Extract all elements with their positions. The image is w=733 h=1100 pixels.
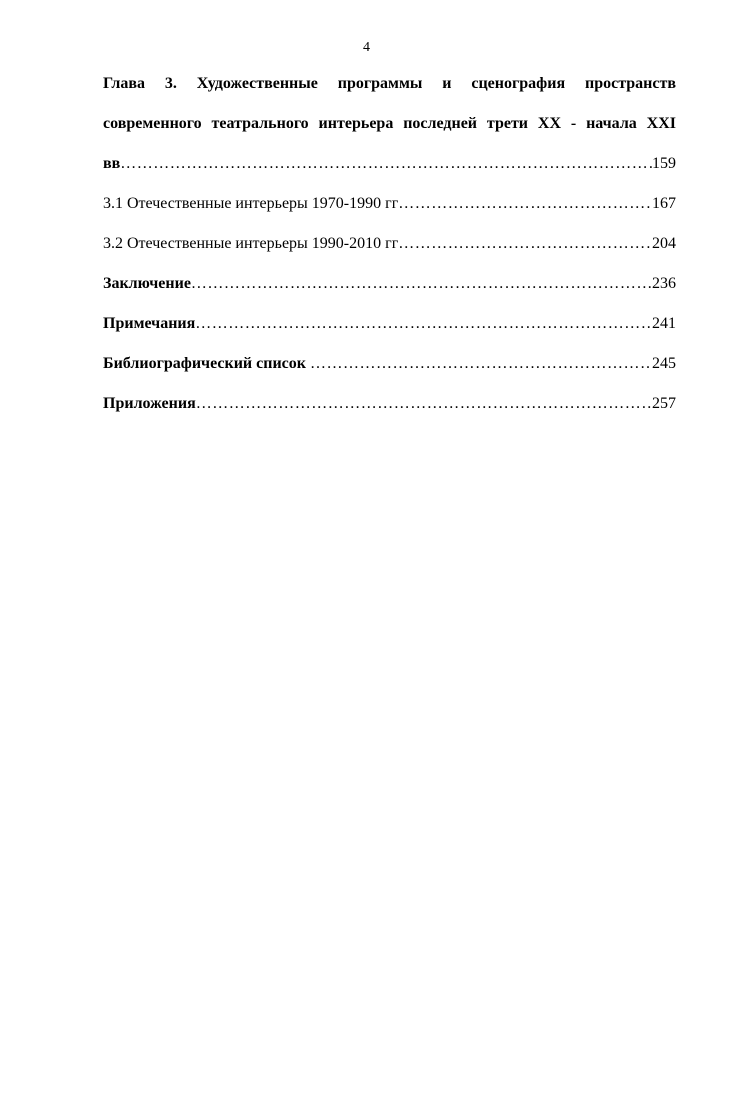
toc-entry-title: Приложения [103, 395, 196, 412]
toc-entry-title: Заключение [103, 275, 191, 292]
toc-entry-page: 241 [652, 315, 676, 332]
toc-leader-dots [191, 274, 652, 294]
toc-entry-bibliography[interactable] [103, 354, 676, 374]
page-number: 4 [363, 40, 370, 55]
toc-entry-notes[interactable] [103, 314, 676, 334]
toc-entry-title: вв [103, 155, 121, 172]
toc-entry-title: 3.2 Отечественные интерьеры 1990-2010 гг [103, 235, 399, 252]
toc-entry-page: 245 [652, 355, 676, 372]
toc-entry-appendices[interactable] [103, 394, 676, 414]
toc-leader-dots [120, 154, 652, 174]
toc-entry-page: 204 [652, 235, 676, 252]
toc-leader-dots [310, 354, 652, 374]
toc-entry-page: 167 [652, 195, 676, 212]
chapter-3-heading-line-1: Глава 3. Художественные программы и сценография пространств [103, 75, 676, 92]
toc-entry-title: Библиографический список [103, 355, 310, 372]
toc-entry-page: 236 [652, 275, 676, 292]
toc-leader-dots [398, 194, 652, 214]
toc-entry-3-1[interactable] [103, 194, 676, 214]
table-of-contents [103, 74, 676, 434]
toc-entry-chapter-3[interactable] [103, 154, 676, 174]
chapter-3-heading-line-2: современного театрального интерьера последней трети XX - начала XXI [103, 115, 676, 132]
toc-entry-3-2[interactable] [103, 234, 676, 254]
toc-leader-dots [398, 234, 652, 254]
toc-leader-dots [196, 394, 652, 414]
toc-entry-conclusion[interactable] [103, 274, 676, 294]
toc-entry-page: 159 [652, 155, 676, 172]
toc-entry-page: 257 [652, 395, 676, 412]
toc-leader-dots [195, 314, 652, 334]
toc-entry-title: 3.1 Отечественные интерьеры 1970-1990 гг [103, 195, 399, 212]
toc-entry-title: Примечания [103, 315, 196, 332]
